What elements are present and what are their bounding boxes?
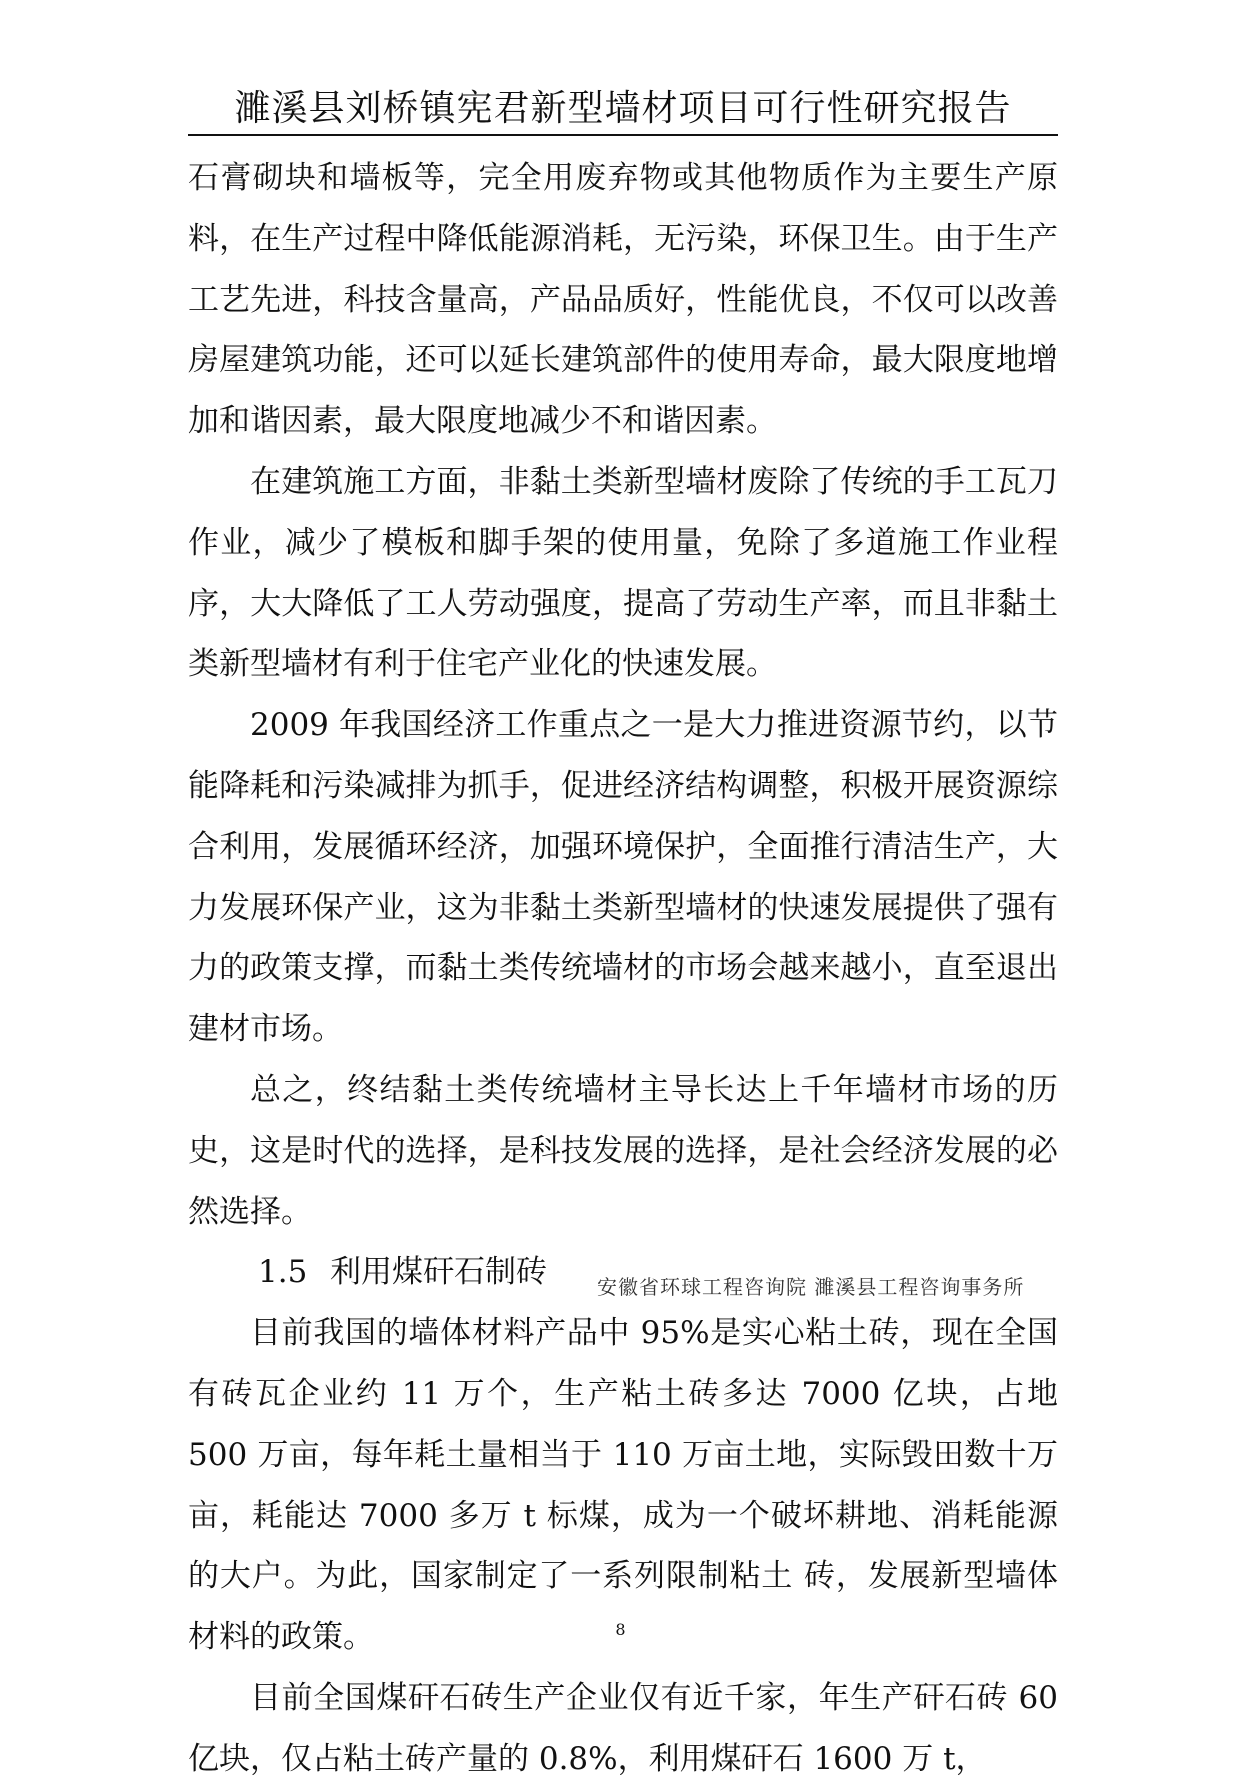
document-header-title: 濉溪县刘桥镇宪君新型墙材项目可行性研究报告: [234, 88, 1012, 129]
section-number: 1.5: [258, 1254, 308, 1291]
paragraph-conclusion: 总之，终结黏土类传统墙材主导长达上千年墙材市场的历史，这是时代的选择，是科技发展的选择，是社会经济发展的必然选择。: [188, 1071, 1058, 1230]
paragraph-gangue-brick: 目前全国煤矸石砖生产企业仅有近千家，年生产矸石砖 60 亿块，仅占粘土砖产量的 0.8%，利用煤矸石 1600 万 t，: [188, 1679, 1058, 1777]
paragraph-construction: 在建筑施工方面，非黏土类新型墙材废除了传统的手工瓦刀作业，减少了模板和脚手架的使用量，免除了多道施工作业程序，大大降低了工人劳动强度，提高了劳动生产率，而且非黏土类新型墙材有利于住宅产业化的快速发展。: [188, 463, 1058, 683]
paragraph-continued: 石膏砌块和墙板等，完全用废弃物或其他物质作为主要生产原料，在生产过程中降低能源消耗，无污染，环保卫生。由于生产工艺先进，科技含量高，产品品质好，性能优良，不仅可以改善房屋建筑功能，还可以延长建筑部件的使用寿命，最大限度地增加和谐因素，最大限度地减少不和谐因素。: [188, 160, 1058, 440]
document-body: [188, 148, 1058, 1790]
paragraph-economy-2009: 2009 年我国经济工作重点之一是大力推进资源节约，以节能降耗和污染减排为抓手，促进经济结构调整，积极开展资源综合利用，发展循环经济，加强环境保护，全面推行清洁生产，大力发展环保产业，这为非黏土类新型墙材的快速发展提供了强有力的政策支撑，而黏土类传统墙材的市场会越来越小，直至退出建材市场。: [188, 707, 1058, 1048]
header-divider: [188, 134, 1058, 136]
watermark-stamp: 安徽省环球工程咨询院 濉溪县工程咨询事务所: [593, 1271, 1028, 1300]
paragraph-clay-brick: 目前我国的墙体材料产品中 95%是实心粘土砖，现在全国有砖瓦企业约 11 万个，生产粘土砖多达 7000 亿块，占地 500 万亩，每年耗土量相当于 110 万亩土地，实际毁田数十万亩，耗能达 7000 多万 t 标煤，成为一个破坏耕地、消耗能源的大户。为此，国家制定了一系列限制粘土 砖，发展新型墙体材料的政策。: [188, 1315, 1058, 1656]
page-number: 8: [615, 1620, 626, 1639]
section-title: 利用煤矸石制砖: [330, 1254, 547, 1291]
